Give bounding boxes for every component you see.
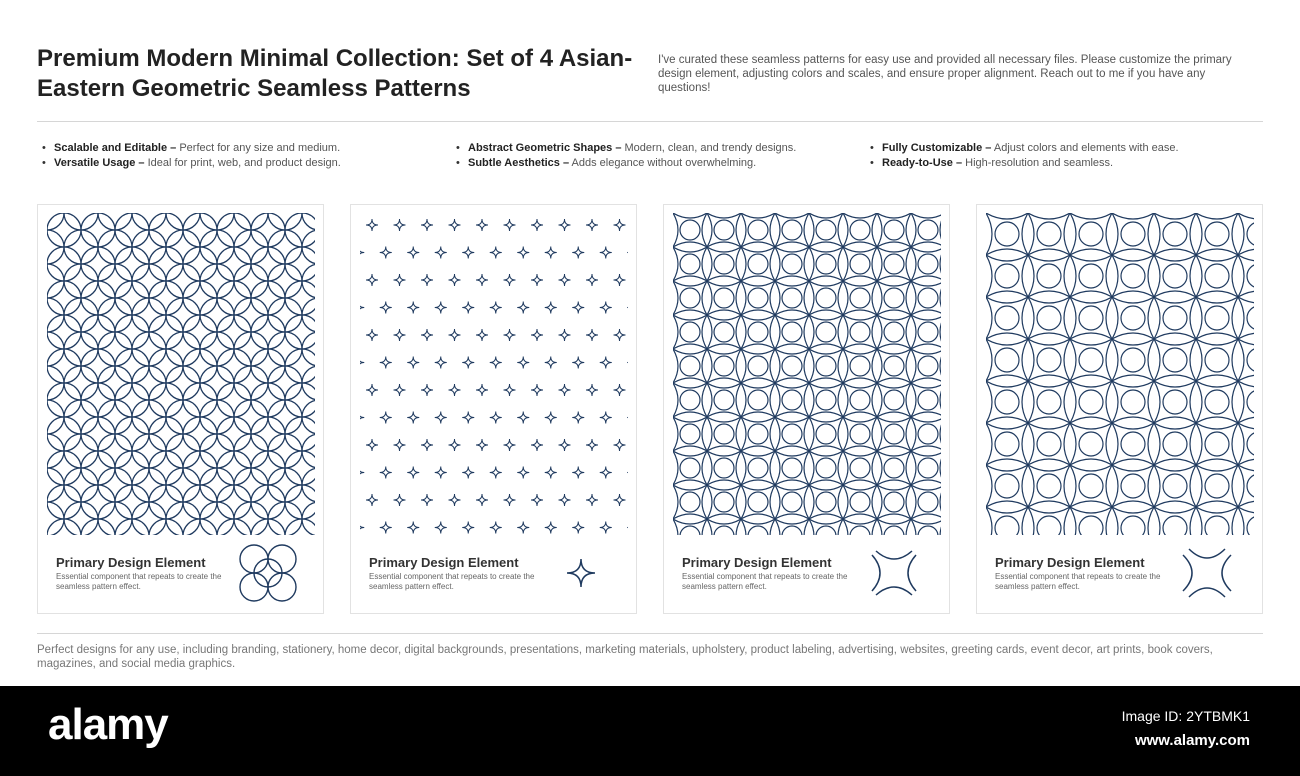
card-title: Primary Design Element bbox=[369, 555, 519, 570]
page-title: Premium Modern Minimal Collection: Set of 4 Asian-Eastern Geometric Seamless Patterns bbox=[37, 45, 633, 102]
pattern-card-3 bbox=[663, 204, 950, 614]
feature-label: Ready-to-Use – bbox=[882, 157, 963, 169]
pattern-card-4 bbox=[976, 204, 1263, 614]
watermark-bar bbox=[0, 686, 1300, 776]
feature-label: Subtle Aesthetics – bbox=[468, 157, 570, 169]
card-title: Primary Design Element bbox=[995, 555, 1145, 570]
feature-item bbox=[451, 156, 796, 171]
feature-column-3 bbox=[865, 141, 1179, 171]
feature-text: High-resolution and seamless. bbox=[962, 157, 1114, 169]
card-description: Essential component that repeats to create the seamless pattern effect. bbox=[56, 572, 222, 591]
pattern-card-1 bbox=[37, 204, 324, 614]
feature-text: Adjust colors and elements with ease. bbox=[991, 142, 1179, 154]
feature-item bbox=[37, 141, 341, 156]
footer-text: Perfect designs for any use, including branding, stationery, home decor, digital backgrounds, presentations, marketing materials, upholstery, product labeling, advertising, websites, greeting cards, event decor, art prints, book covers, magazines, and social media graphics. bbox=[37, 644, 1213, 670]
feature-label: Abstract Geometric Shapes – bbox=[468, 142, 622, 154]
bottom-divider bbox=[37, 633, 1263, 634]
intro-text: I've curated these seamless patterns for easy use and provided all necessary files. Please customize the primary design element, adjusting colors and scales, and ensure proper alignment. Reach out to me if you have any questions! bbox=[658, 54, 1232, 94]
feature-item bbox=[865, 156, 1179, 171]
watermark-url: www.alamy.com bbox=[1134, 732, 1250, 749]
card-description: Essential component that repeats to create the seamless pattern effect. bbox=[995, 572, 1161, 591]
card-description: Essential component that repeats to create the seamless pattern effect. bbox=[682, 572, 848, 591]
card-title: Primary Design Element bbox=[682, 555, 832, 570]
feature-item bbox=[451, 141, 796, 156]
feature-item bbox=[865, 141, 1179, 156]
four-point-star-pattern bbox=[360, 213, 628, 535]
feature-text: Perfect for any size and medium. bbox=[176, 142, 341, 154]
feature-label: Fully Customizable – bbox=[882, 142, 992, 154]
arc-cross-pattern bbox=[673, 213, 941, 535]
overlapping-circles-icon bbox=[236, 541, 300, 605]
arc-cross-icon bbox=[862, 541, 926, 605]
feature-label: Versatile Usage – bbox=[54, 157, 145, 169]
card-title: Primary Design Element bbox=[56, 555, 206, 570]
pattern-card-2 bbox=[350, 204, 637, 614]
top-divider bbox=[37, 121, 1263, 122]
feature-column-2 bbox=[451, 141, 796, 171]
image-id: Image ID: 2YTBMK1 bbox=[1121, 708, 1250, 724]
overlapping-circles-pattern bbox=[47, 213, 315, 535]
feature-list bbox=[37, 141, 1263, 175]
feature-text: Adds elegance without overwhelming. bbox=[569, 157, 757, 169]
feature-item bbox=[37, 156, 341, 171]
four-point-star-icon bbox=[549, 541, 613, 605]
feature-text: Ideal for print, web, and product design. bbox=[144, 157, 341, 169]
feature-text: Modern, clean, and trendy designs. bbox=[621, 142, 797, 154]
arc-cross-circle-icon bbox=[1175, 541, 1239, 605]
alamy-logo: alamy bbox=[48, 700, 168, 749]
arc-cross-circle-pattern bbox=[986, 213, 1254, 535]
feature-column-1 bbox=[37, 141, 341, 171]
feature-label: Scalable and Editable – bbox=[54, 142, 177, 154]
card-description: Essential component that repeats to create the seamless pattern effect. bbox=[369, 572, 535, 591]
